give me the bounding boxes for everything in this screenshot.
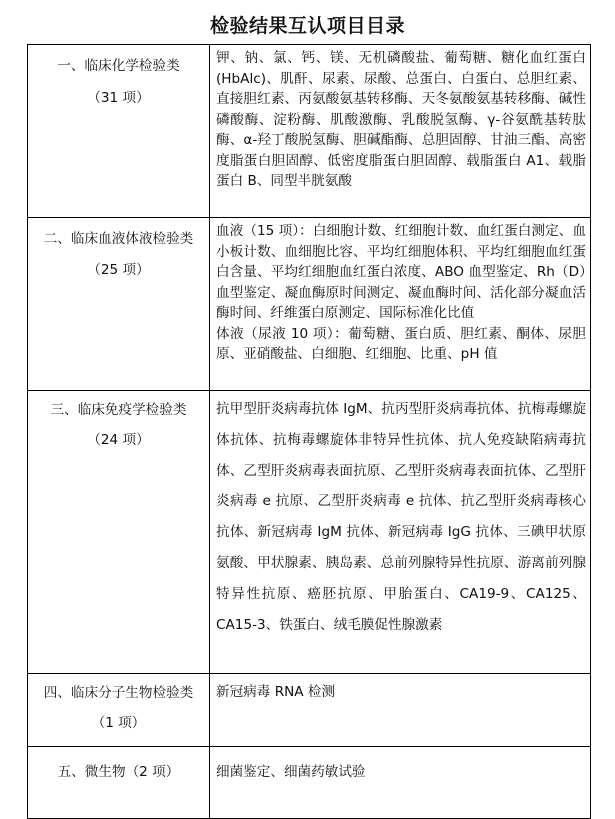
- category-name: 三、临床免疫学检验类: [50, 402, 187, 418]
- category-count: （31 项）: [87, 90, 150, 106]
- page-title: 检验结果互认项目目录: [209, 15, 405, 37]
- category-cell: [28, 747, 210, 819]
- blood-items: 血液（15 项）：白细胞计数、红细胞计数、血红蛋白测定、血小板计数、血细胞比容、平均红细胞体积、平均红细胞血红蛋白含量、平均红细胞血红蛋白浓度、ABO 血型鉴定、Rh（D）血型鉴定、凝血酶原时间测定、凝血酶时间、活化部分凝血活酶时间、纤维蛋白原测定、国际标准化比值: [216, 223, 586, 321]
- table-row: [28, 747, 591, 819]
- category-count: （24 项）: [87, 432, 150, 448]
- category-name: 二、临床血液体液检验类（25 项）: [43, 231, 194, 278]
- fluid-items: 体液（尿液 10 项）：葡萄糖、蛋白质、胆红素、酮体、尿胆原、亚硝酸盐、白细胞、红细胞、比重、pH 值: [216, 325, 586, 362]
- table-row: [28, 391, 591, 674]
- category-cell: [28, 674, 210, 747]
- category-name: 四、临床分子生物检验类（1 项）: [43, 685, 194, 731]
- items-cell: 钾、钠、氯、钙、镁、无机磷酸盐、葡萄糖、糖化血红蛋白(HbAlc)、肌酐、尿素、尿酸、总蛋白、白蛋白、总胆红素、直接胆红素、丙氨酸氨基转移酶、天冬氨酸氨基转移酶、碱性磷酸酶、淀粉酶、肌酸激酶、乳酸脱氢酶、γ-谷氨酰基转肽酶、α-羟丁酸脱氢酶、胆碱酯酶、总胆固醇、甘油三酯、高密度脂蛋白胆固醇、低密度脂蛋白胆固醇、载脂蛋白 A1、载脂蛋白 B、同型半胱氨酸: [210, 45, 591, 218]
- items-cell: 新冠病毒 RNA 检测: [210, 674, 591, 747]
- category-cell: [28, 218, 210, 391]
- items-cell: [210, 218, 591, 391]
- category-name: 一、临床化学检验类: [57, 58, 180, 74]
- table-row: [28, 674, 591, 747]
- table-row: [28, 218, 591, 391]
- project-catalog-table: [27, 44, 591, 819]
- category-cell: [28, 45, 210, 218]
- items-cell: 细菌鉴定、细菌药敏试验: [210, 747, 591, 819]
- items-cell: 抗甲型肝炎病毒抗体 IgM、抗丙型肝炎病毒抗体、抗梅毒螺旋体抗体、抗梅毒螺旋体非特异性抗体、抗人免疫缺陷病毒抗体、乙型肝炎病毒表面抗原、乙型肝炎病毒表面抗体、乙型肝炎病毒 e 抗原、乙型肝炎病毒 e 抗体、抗乙型肝炎病毒核心抗体、新冠病毒 IgM 抗体、新冠病毒 IgG 抗体、三碘甲状原氨酸、甲状腺素、胰岛素、总前列腺特异性抗原、游离前列腺特异性抗原、癌胚抗原、甲胎蛋白、CA19-9、CA125、CA15-3、铁蛋白、绒毛膜促性腺激素: [210, 391, 591, 674]
- table-row: [28, 45, 591, 218]
- category-name: 五、微生物（2 项）: [57, 764, 180, 780]
- category-cell: [28, 391, 210, 674]
